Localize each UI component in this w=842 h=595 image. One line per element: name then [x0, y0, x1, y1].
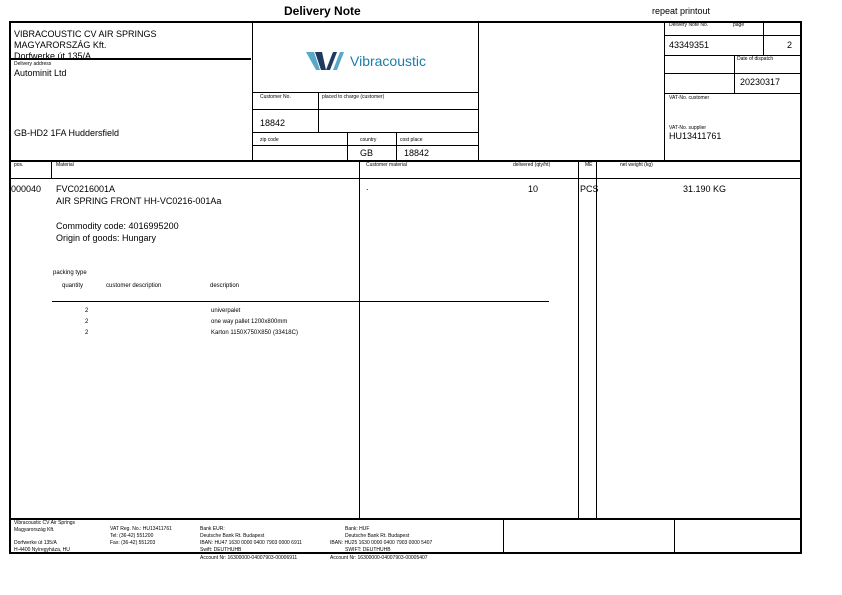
zip-code-label: zip code: [260, 137, 279, 143]
packing-row-desc: univerpalet: [211, 308, 241, 314]
customer-no-value: 18842: [260, 118, 286, 128]
date-dispatch-value: 20230317: [740, 77, 781, 87]
item-unit: PCS: [580, 184, 599, 194]
cost-place-value: 18842: [404, 148, 430, 158]
sender-street: Dorfwerke út 135/A: [14, 51, 92, 61]
vat-supplier-label: VAT-No. supplier: [669, 125, 707, 131]
packing-col-description: description: [210, 283, 240, 289]
vat-supplier-value: HU13411761: [669, 131, 722, 141]
page-label: page: [733, 22, 745, 28]
vibracoustic-logo-icon: [306, 50, 348, 72]
packing-row-desc: Karton 1150X750X850 (33418C): [211, 330, 298, 336]
item-material: FVC0216001A: [56, 184, 116, 194]
packing-row-qty: 2: [85, 319, 89, 325]
delivery-address-label: Delivery address: [14, 61, 52, 67]
document-title: Delivery Note: [284, 4, 361, 18]
delivery-note-label: Delivery Note No.: [669, 22, 709, 28]
col-material: Material: [56, 162, 74, 168]
packing-row-qty: 2: [85, 308, 89, 314]
delivery-address-name: Autominit Ltd: [14, 68, 67, 78]
packing-row-qty: 2: [85, 330, 89, 336]
placed-at-label: placed to charge (customer): [322, 94, 385, 100]
packing-col-quantity: quantity: [62, 283, 84, 289]
item-quantity: 10: [528, 184, 539, 194]
packing-row-desc: one way pallet 1200x800mm: [211, 319, 288, 325]
col-weight: net weight (kg): [620, 162, 653, 168]
col-pos: pos.: [14, 162, 24, 168]
date-dispatch-label: Date of dispatch: [737, 56, 774, 62]
col-me: ME: [585, 162, 593, 168]
sender-name-2: MAGYARORSZÁG Kft.: [14, 40, 107, 50]
cost-place-label: cost place: [400, 137, 423, 143]
vibracoustic-logo-text: Vibracoustic: [350, 53, 427, 69]
item-commodity: Commodity code: 4016995200: [56, 221, 179, 231]
country-label: country: [360, 137, 377, 143]
item-description: AIR SPRING FRONT HH-VC0216-001Aa: [56, 196, 222, 206]
sender-name: VIBRACOUSTIC CV AIR SPRINGS: [14, 29, 157, 39]
col-delivered: delivered (qty/ht): [513, 162, 551, 168]
repeat-printout-label: repeat printout: [652, 6, 711, 16]
delivery-note-value: 43349351: [669, 40, 710, 50]
delivery-address-city: GB-HD2 1FA Huddersfield: [14, 128, 120, 138]
item-pos: 000040: [11, 184, 42, 194]
vat-customer-label: VAT-No. customer: [669, 95, 710, 101]
item-customer-material: .: [366, 182, 369, 192]
item-origin: Origin of goods: Hungary: [56, 233, 157, 243]
packing-title: packing type: [53, 270, 87, 276]
customer-no-label: Customer No.: [260, 94, 291, 100]
country-value: GB: [360, 148, 374, 158]
page-value: 2: [787, 40, 793, 50]
packing-col-customer-description: customer description: [106, 283, 162, 289]
item-weight: 31.190 KG: [683, 184, 727, 194]
col-customer-material: Customer material: [366, 162, 407, 168]
